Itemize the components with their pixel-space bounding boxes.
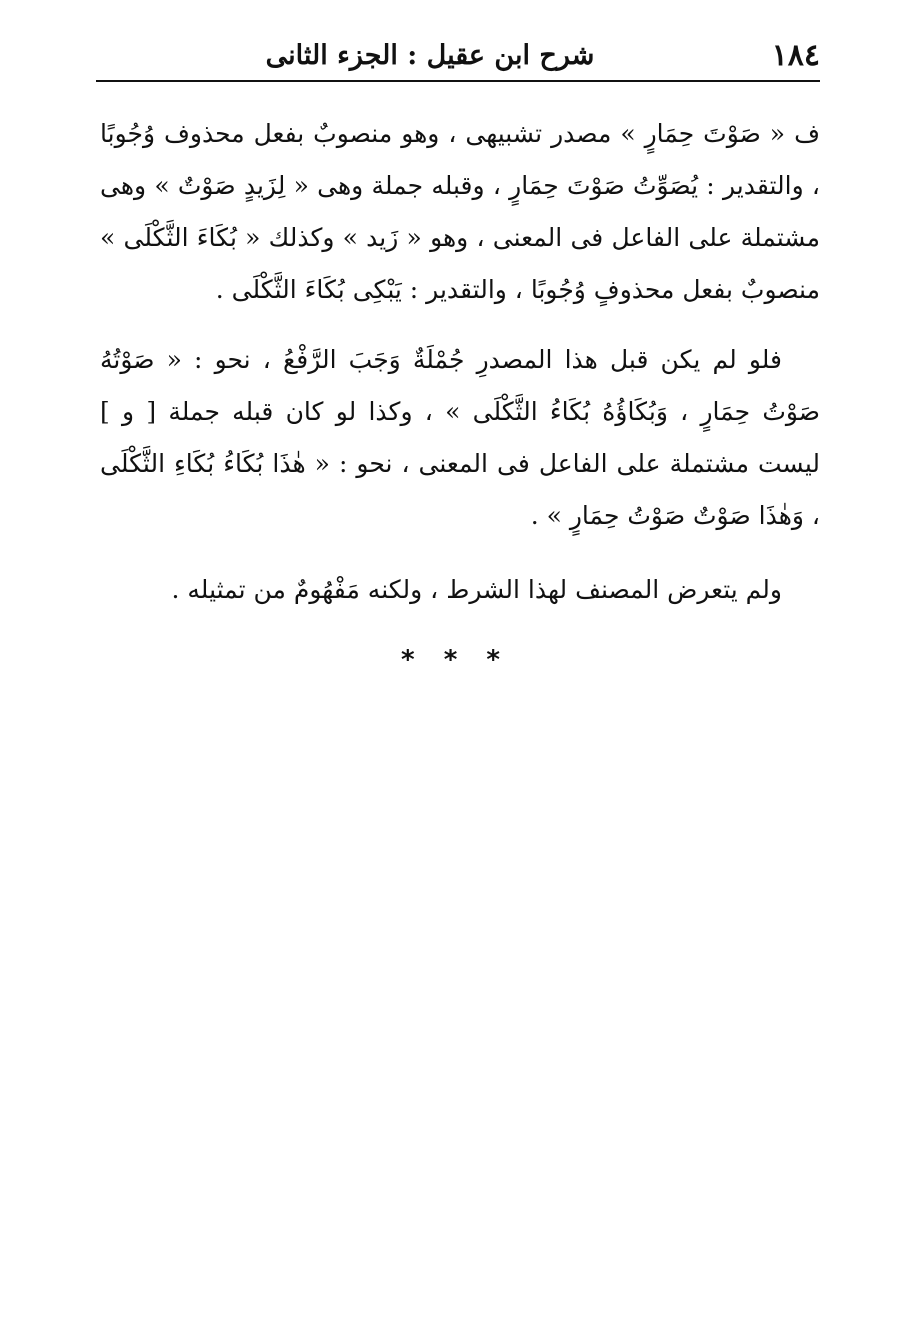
- running-title: شرح ابن عقيل : الجزء الثانى: [265, 40, 595, 71]
- page-number: ١٨٤: [771, 38, 820, 73]
- paragraph-1: ف « صَوْتَ حِمَارٍ » مصدر تشبيهى ، وهو منصوبٌ بفعل محذوف وُجُوبًا ، والتقدير : يُصَوِّتُ صَوْتَ حِمَارٍ ، وقبله جملة وهى « لِزَيدٍ صَوْتٌ » وهى مشتملة على الفاعل فى المعنى ، وهو « زَيد » وكذلك « بُكَاءَ الثَّكْلَى » منصوبٌ بفعل محذوفٍ وُجُوبًا ، والتقدير : يَبْكِى بُكَاءَ الثَّكْلَى .: [100, 119, 820, 304]
- paragraph-2: فلو لم يكن قبل هذا المصدرِ جُمْلَةٌ وَجَبَ الرَّفْعُ ، نحو : « صَوْتُهُ صَوْتُ حِمَارٍ ، وَبُكَاؤُهُ بُكَاءُ الثَّكْلَى » ، وكذا لو كان قبله جملة [ و ] ليست مشتملة على الفاعل فى المعنى ، نحو : « هٰذَا بُكَاءُ بُكَاءِ الثَّكْلَى ، وَهٰذَا صَوْتٌ صَوْتُ حِمَارٍ » .: [100, 345, 820, 530]
- page-header: [100, 28, 820, 80]
- header-rule: [96, 80, 820, 82]
- section-separator: * * *: [401, 645, 510, 675]
- page-body: [100, 108, 820, 616]
- paragraph-3: ولم يتعرض المصنف لهذا الشرط ، ولكنه مَفْهُومٌ من تمثيله .: [171, 575, 782, 604]
